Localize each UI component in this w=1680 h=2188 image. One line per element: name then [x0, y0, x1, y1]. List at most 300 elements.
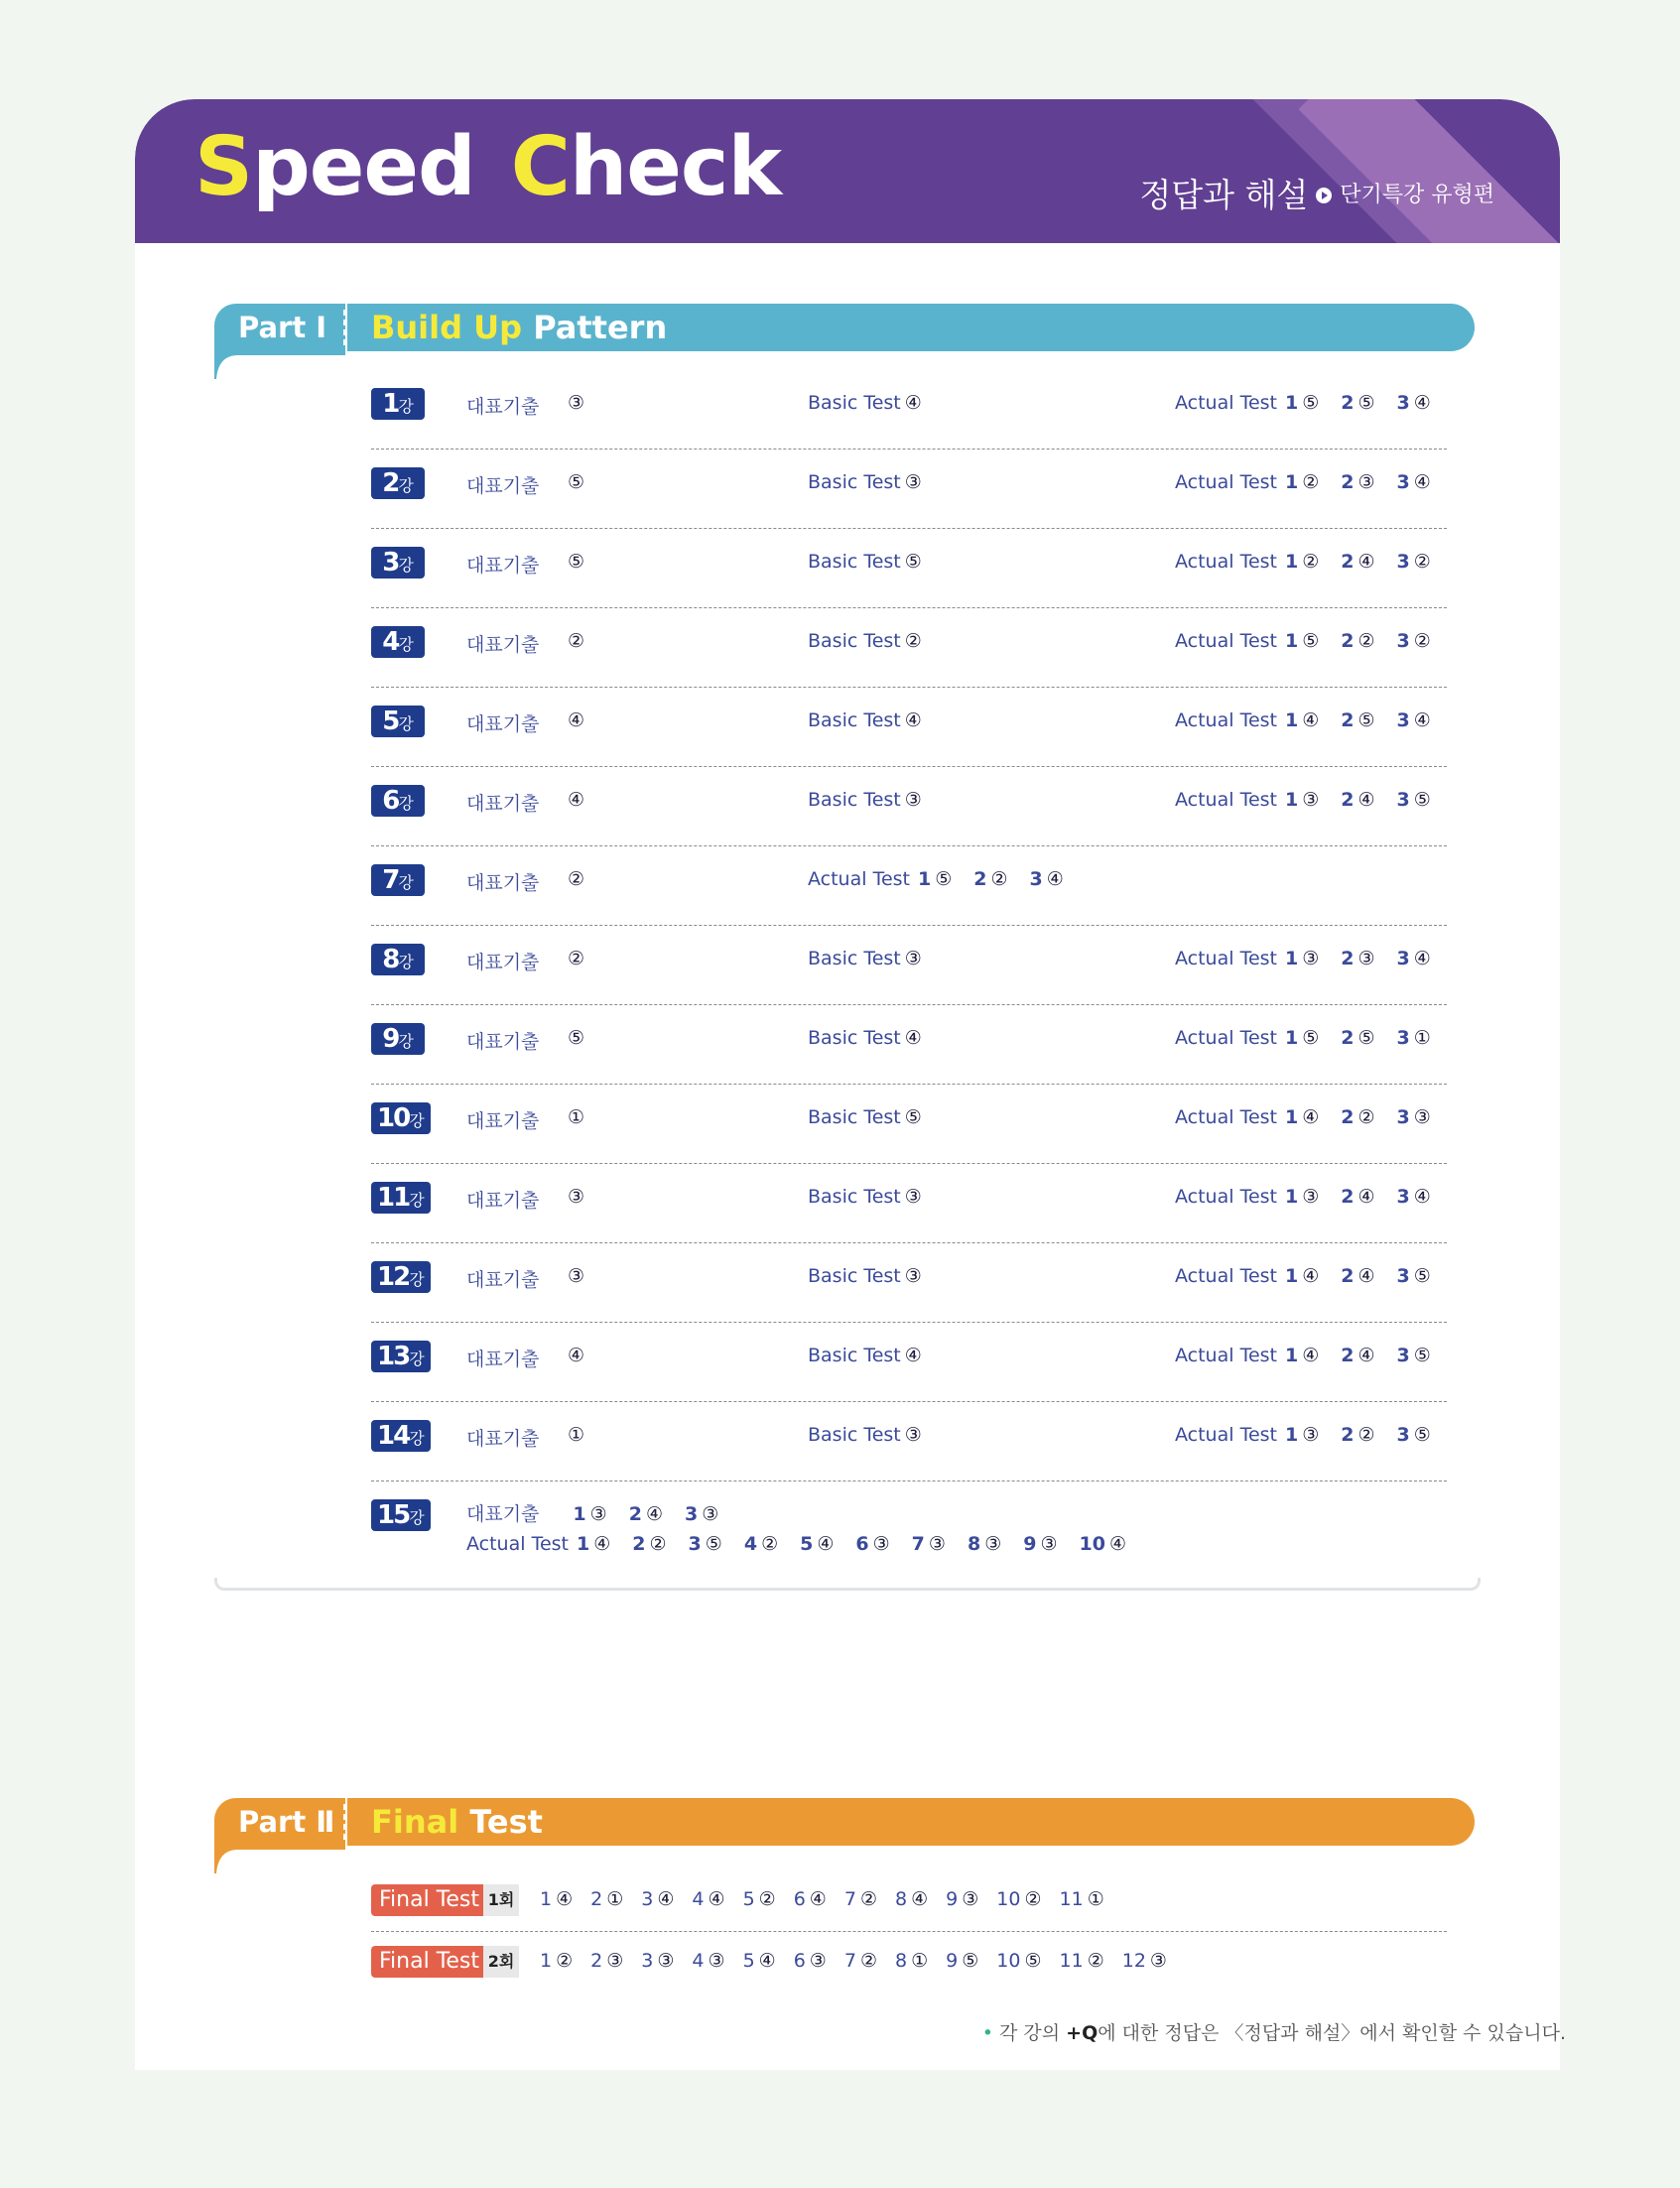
final-q-number: 3	[641, 1888, 654, 1910]
basic-answer: ④	[904, 1027, 922, 1049]
basic-label: Basic Test	[808, 471, 901, 493]
actual-q-number: 2	[973, 868, 987, 890]
final-q-number: 6	[793, 1888, 806, 1910]
actual-q-number: 4	[743, 1533, 758, 1555]
rep-label: 대표기출	[466, 1190, 540, 1212]
final-answer: ④	[809, 1888, 827, 1910]
actual-answer: ①	[1413, 1027, 1431, 1049]
basic-answer: ③	[904, 1424, 922, 1446]
actual-answer: ⑤	[1413, 1345, 1431, 1366]
actual-label: Actual Test	[1175, 1345, 1277, 1366]
rep-answer: ③	[568, 392, 585, 414]
part1-tab: Part Ⅰ	[214, 304, 345, 351]
final-q-number: 4	[692, 1888, 705, 1910]
actual-q-number: 3	[1396, 1345, 1410, 1366]
final-q-number: 3	[641, 1950, 654, 1972]
final-q-number: 7	[843, 1950, 856, 1972]
actual-q-number: 3	[688, 1533, 702, 1555]
final-q-number: 9	[946, 1888, 959, 1910]
final-q-number: 1	[540, 1950, 553, 1972]
rep-q-number: 2	[628, 1503, 642, 1525]
rep-label: 대표기출	[466, 1428, 540, 1450]
actual-q-number: 2	[1341, 789, 1355, 811]
actual-line	[466, 1533, 1126, 1555]
lesson-kang: 강	[398, 476, 414, 495]
rep-label: 대표기출	[466, 1349, 540, 1370]
final-q-number: 10	[996, 1888, 1021, 1910]
actual-label: Actual Test	[1175, 551, 1277, 573]
final-answer: ②	[1087, 1950, 1104, 1972]
actual-answer: ④	[1302, 1265, 1320, 1287]
lesson-number: 1	[382, 389, 399, 419]
actual-q-number: 2	[1341, 1027, 1355, 1049]
actual-answer: ⑤	[1302, 630, 1320, 652]
lesson-badge	[371, 388, 425, 420]
final-q-number: 2	[590, 1950, 603, 1972]
lesson-badge	[371, 706, 425, 737]
final-test-round: 1회	[483, 1884, 519, 1916]
actual-q-number: 6	[855, 1533, 869, 1555]
actual-answer: ②	[1302, 551, 1320, 573]
lesson-kang: 강	[409, 1508, 425, 1527]
lesson-row	[371, 529, 1447, 608]
actual-q-number: 3	[1396, 789, 1410, 811]
actual-answer: ④	[1357, 1345, 1375, 1366]
actual-q-number: 1	[1284, 1027, 1299, 1049]
basic-answer: ④	[904, 1345, 922, 1366]
actual-q-number: 2	[1341, 1265, 1355, 1287]
actual-answer: ⑤	[1302, 1027, 1320, 1049]
basic-test	[808, 1265, 922, 1287]
header-subtitle	[1139, 176, 1494, 214]
basic-test	[808, 392, 922, 414]
actual-q-number: 8	[967, 1533, 981, 1555]
actual-q-number: 2	[632, 1533, 646, 1555]
lesson-row	[371, 1085, 1447, 1164]
lesson-number: 9	[382, 1024, 399, 1054]
lesson-row	[371, 450, 1447, 529]
final-answer: ④	[556, 1888, 574, 1910]
final-q-number: 8	[894, 1888, 908, 1910]
actual-answer: ②	[990, 868, 1008, 890]
rep-label: 대표기출	[466, 396, 540, 418]
actual-q-number: 1	[576, 1533, 590, 1555]
basic-test	[808, 709, 922, 731]
actual-q-number: 5	[800, 1533, 814, 1555]
final-q-number: 10	[996, 1950, 1021, 1972]
actual-answer: ⑤	[1413, 789, 1431, 811]
actual-q-number: 3	[1396, 709, 1410, 731]
actual-test	[1175, 1265, 1431, 1287]
actual-answer: ⑤	[1302, 392, 1320, 414]
lesson-row	[371, 1243, 1447, 1323]
basic-answer: ③	[904, 1265, 922, 1287]
speed-check-logo	[194, 120, 782, 214]
actual-q-number: 2	[1341, 392, 1355, 414]
actual-q-number: 1	[1284, 392, 1299, 414]
actual-q-number: 1	[1284, 1345, 1299, 1366]
actual-answer: ⑤	[1413, 1265, 1431, 1287]
basic-test	[808, 1027, 922, 1049]
actual-q-number: 1	[1284, 1424, 1299, 1446]
final-answers	[540, 1888, 1104, 1910]
actual-label: Actual Test	[808, 868, 910, 890]
actual-q-number: 1	[1284, 789, 1299, 811]
actual-q-number: 3	[1396, 630, 1410, 652]
lesson-badge	[371, 547, 425, 579]
actual-answer: ⑤	[1357, 709, 1375, 731]
actual-q-number: 2	[1341, 630, 1355, 652]
actual-answer: ④	[1046, 868, 1064, 890]
lesson-kang: 강	[409, 1111, 425, 1130]
bullet-icon: •	[981, 2022, 993, 2044]
basic-test	[808, 789, 922, 811]
logo-rest: peed	[252, 120, 475, 214]
footnote-q: +Q	[1066, 2022, 1098, 2044]
actual-q-number: 1	[1284, 1186, 1299, 1208]
actual-test	[1175, 709, 1431, 731]
part2-title-highlight: Final	[371, 1803, 459, 1841]
lesson-badge	[371, 1023, 425, 1055]
part2-tab-curve	[214, 1846, 345, 1873]
actual-answer: ②	[1357, 1424, 1375, 1446]
actual-q-number: 2	[1341, 948, 1355, 969]
lesson-kang: 강	[398, 714, 414, 733]
actual-answer: ③	[1357, 948, 1375, 969]
final-answer: ①	[606, 1888, 624, 1910]
actual-q-number: 2	[1341, 1186, 1355, 1208]
final-q-number: 6	[793, 1950, 806, 1972]
basic-label: Basic Test	[808, 1106, 901, 1128]
part2-title	[347, 1798, 1475, 1846]
final-answer: ②	[859, 1950, 877, 1972]
subtitle-sub: 단기특강 유형편	[1340, 182, 1494, 207]
basic-answer: ④	[904, 709, 922, 731]
actual-label: Actual Test	[466, 1533, 569, 1555]
rep-label: 대표기출	[466, 793, 540, 815]
basic-answer: ③	[904, 948, 922, 969]
lesson-number: 2	[382, 468, 399, 498]
rep-label: 대표기출	[466, 475, 540, 497]
rep-label: 대표기출	[466, 555, 540, 577]
rep-answer: ④	[568, 1345, 585, 1366]
final-answers	[540, 1950, 1167, 1972]
actual-q-number: 1	[1284, 1265, 1299, 1287]
final-q-number: 5	[742, 1888, 755, 1910]
actual-q-number: 3	[1396, 1027, 1410, 1049]
actual-label: Actual Test	[1175, 471, 1277, 493]
actual-q-number: 2	[1341, 1424, 1355, 1446]
rep-label: 대표기출	[466, 872, 540, 894]
actual-answer: ③	[872, 1533, 890, 1555]
actual-q-number: 2	[1341, 1106, 1355, 1128]
final-answer: ①	[1087, 1888, 1104, 1910]
lesson-row	[371, 608, 1447, 688]
actual-answer: ④	[593, 1533, 611, 1555]
lesson-row	[371, 846, 1447, 926]
actual-answer: ③	[1040, 1533, 1058, 1555]
lesson-kang: 강	[409, 1270, 425, 1289]
footnote-post: 에 대한 정답은 〈정답과 해설〉에서 확인할 수 있습니다.	[1098, 2022, 1566, 2044]
basic-label: Basic Test	[808, 1424, 901, 1446]
actual-test	[1175, 630, 1431, 652]
rep-q-number: 1	[573, 1503, 586, 1525]
rep-answer: ②	[568, 948, 585, 969]
rep-answer: ⑤	[568, 551, 585, 573]
actual-q-number: 2	[1341, 1345, 1355, 1366]
actual-q-number: 1	[1284, 709, 1299, 731]
actual-answer: ②	[1302, 471, 1320, 493]
actual-answer: ③	[1302, 1186, 1320, 1208]
final-answer: ③	[1149, 1950, 1167, 1972]
actual-answer: ⑤	[705, 1533, 722, 1555]
lesson-badge	[371, 1420, 431, 1452]
actual-q-number: 1	[1284, 630, 1299, 652]
basic-label: Basic Test	[808, 709, 901, 731]
actual-test	[1175, 1345, 1431, 1366]
lesson-badge	[371, 864, 425, 896]
final-answer: ②	[859, 1888, 877, 1910]
basic-label: Basic Test	[808, 392, 901, 414]
basic-answer: ②	[904, 630, 922, 652]
basic-label: Basic Test	[808, 789, 901, 811]
actual-answer: ③	[1302, 948, 1320, 969]
final-q-number: 1	[540, 1888, 553, 1910]
final-q-number: 12	[1121, 1950, 1146, 1972]
actual-answer: ④	[1413, 709, 1431, 731]
lesson-badge	[371, 1261, 431, 1293]
part-separator	[343, 1804, 346, 1840]
header-banner	[135, 99, 1560, 243]
rep-q-number: 3	[684, 1503, 699, 1525]
actual-answer: ⑤	[1413, 1424, 1431, 1446]
lesson-number: 3	[382, 548, 399, 578]
rep-answer: ②	[568, 630, 585, 652]
actual-q-number: 9	[1023, 1533, 1037, 1555]
actual-q-number: 1	[1284, 1106, 1299, 1128]
rep-answer: ③	[702, 1503, 719, 1525]
lesson-row	[371, 1481, 1447, 1577]
part2-rows	[371, 1870, 1447, 1993]
part2-title-rest: Test	[469, 1803, 543, 1841]
final-answer: ③	[657, 1950, 675, 1972]
lesson-row	[371, 926, 1447, 1005]
actual-answer: ③	[1302, 1424, 1320, 1446]
basic-label: Basic Test	[808, 630, 901, 652]
subtitle-main: 정답과 해설	[1139, 176, 1309, 214]
rep-answer: ④	[568, 709, 585, 731]
basic-test	[808, 471, 922, 493]
actual-test	[1175, 551, 1431, 573]
lesson-number: 10	[377, 1103, 410, 1133]
final-answer: ④	[758, 1950, 776, 1972]
final-test-badge: Final Test	[371, 1946, 487, 1978]
lesson-kang: 강	[398, 953, 414, 971]
actual-test	[1175, 1186, 1431, 1208]
basic-answer: ③	[904, 789, 922, 811]
lesson-row	[371, 1005, 1447, 1085]
lesson-kang: 강	[409, 1191, 425, 1210]
actual-answer: ④	[1357, 789, 1375, 811]
actual-label: Actual Test	[1175, 1265, 1277, 1287]
lesson-row	[371, 767, 1447, 846]
basic-label: Basic Test	[808, 1186, 901, 1208]
rep-label: 대표기출	[466, 634, 540, 656]
actual-q-number: 1	[917, 868, 932, 890]
actual-label: Actual Test	[1175, 1424, 1277, 1446]
lesson-number: 15	[377, 1500, 410, 1530]
final-q-number: 9	[946, 1950, 959, 1972]
actual-q-number: 10	[1079, 1533, 1105, 1555]
actual-q-number: 3	[1396, 471, 1410, 493]
final-test-row	[371, 1932, 1447, 1993]
footnote-pre: 각 강의	[999, 2022, 1061, 2044]
lesson-kang: 강	[398, 873, 414, 892]
basic-test	[808, 551, 922, 573]
actual-test	[1175, 471, 1431, 493]
lesson-number: 11	[377, 1183, 410, 1213]
basic-test	[808, 948, 922, 969]
actual-answer: ④	[1413, 948, 1431, 969]
actual-answer: ②	[1357, 630, 1375, 652]
lesson-badge	[371, 785, 425, 817]
logo-initial-c: C	[510, 120, 570, 214]
rep-answer: ③	[589, 1503, 607, 1525]
actual-q-number: 7	[911, 1533, 925, 1555]
rep-answer: ③	[568, 1186, 585, 1208]
final-answer: ①	[911, 1950, 929, 1972]
final-answer: ⑤	[962, 1950, 979, 1972]
actual-label: Actual Test	[1175, 709, 1277, 731]
part1-title	[347, 304, 1475, 351]
rep-answer: ①	[568, 1424, 585, 1446]
actual-test	[1175, 948, 1431, 969]
basic-answer: ⑤	[904, 551, 922, 573]
final-answer: ④	[708, 1888, 725, 1910]
actual-answer: ④	[1302, 709, 1320, 731]
final-q-number: 5	[742, 1950, 755, 1972]
actual-test	[1175, 1106, 1431, 1128]
rep-label: 대표기출	[466, 1269, 540, 1291]
actual-answer: ④	[1357, 1186, 1375, 1208]
final-q-number: 7	[843, 1888, 856, 1910]
basic-answer: ③	[904, 1186, 922, 1208]
rep-answer: ⑤	[568, 1027, 585, 1049]
actual-q-number: 3	[1396, 392, 1410, 414]
play-icon	[1316, 188, 1332, 203]
final-answer: ②	[1024, 1888, 1042, 1910]
actual-answer: ③	[984, 1533, 1002, 1555]
lesson-row	[371, 688, 1447, 767]
basic-label: Basic Test	[808, 1027, 901, 1049]
basic-answer: ④	[904, 392, 922, 414]
lesson-number: 7	[382, 865, 399, 895]
lesson-number: 5	[382, 707, 399, 736]
lesson-row	[371, 1164, 1447, 1243]
lesson-number: 8	[382, 945, 399, 974]
actual-q-number: 1	[1284, 471, 1299, 493]
actual-label: Actual Test	[1175, 1027, 1277, 1049]
rep-label: 대표기출	[466, 713, 540, 735]
lesson-badge	[371, 1182, 431, 1214]
final-answer: ③	[708, 1950, 725, 1972]
actual-answer: ⑤	[1357, 1027, 1375, 1049]
lesson-badge	[371, 1341, 431, 1372]
actual-test	[1175, 392, 1431, 414]
rep-label: 대표기출	[466, 1503, 540, 1525]
part-separator	[343, 310, 346, 345]
actual-answer: ④	[1357, 551, 1375, 573]
final-answer: ③	[606, 1950, 624, 1972]
basic-answer: ③	[904, 471, 922, 493]
actual-answer: ④	[1302, 1106, 1320, 1128]
lesson-kang: 강	[398, 635, 414, 654]
actual-test	[808, 868, 1064, 890]
lesson-kang: 강	[398, 397, 414, 416]
actual-label: Actual Test	[1175, 948, 1277, 969]
final-q-number: 4	[692, 1950, 705, 1972]
actual-test	[1175, 1424, 1431, 1446]
part1-tab-curve	[214, 351, 345, 379]
actual-answer: ②	[761, 1533, 779, 1555]
part1-title-highlight: Build Up	[371, 309, 523, 346]
actual-q-number: 2	[1341, 551, 1355, 573]
basic-test	[808, 1186, 922, 1208]
final-answer: ②	[758, 1888, 776, 1910]
logo-rest: heck	[569, 120, 782, 214]
lesson-kang: 강	[409, 1350, 425, 1368]
lesson-badge	[371, 1102, 431, 1134]
rep-answer: ④	[568, 789, 585, 811]
actual-q-number: 2	[1341, 471, 1355, 493]
actual-test	[1175, 1027, 1431, 1049]
lesson-row	[371, 1402, 1447, 1481]
final-q-number: 2	[590, 1888, 603, 1910]
rep-line	[466, 1499, 718, 1526]
actual-answer: ④	[1302, 1345, 1320, 1366]
rep-answer: ①	[568, 1106, 585, 1128]
lesson-number: 4	[382, 627, 399, 657]
actual-answer: ④	[1413, 392, 1431, 414]
lesson-number: 12	[377, 1262, 410, 1292]
actual-q-number: 3	[1396, 1424, 1410, 1446]
lesson-number: 13	[377, 1342, 410, 1371]
final-answer: ④	[657, 1888, 675, 1910]
lesson-badge	[371, 944, 425, 975]
basic-test	[808, 1106, 922, 1128]
actual-answer: ④	[1413, 471, 1431, 493]
lesson-badge	[371, 626, 425, 658]
actual-q-number: 3	[1396, 1186, 1410, 1208]
final-test-badge: Final Test	[371, 1884, 487, 1916]
actual-label: Actual Test	[1175, 630, 1277, 652]
final-answer: ③	[809, 1950, 827, 1972]
final-q-number: 11	[1059, 1950, 1084, 1972]
actual-q-number: 2	[1341, 709, 1355, 731]
actual-q-number: 1	[1284, 948, 1299, 969]
rep-answer: ④	[645, 1503, 663, 1525]
actual-q-number: 3	[1396, 948, 1410, 969]
part1-rows	[371, 370, 1447, 1577]
lesson-row	[371, 370, 1447, 450]
lesson-number: 14	[377, 1421, 410, 1451]
actual-answer: ②	[1357, 1106, 1375, 1128]
final-answer: ②	[556, 1950, 574, 1972]
rep-answer: ③	[568, 1265, 585, 1287]
actual-label: Actual Test	[1175, 789, 1277, 811]
actual-label: Actual Test	[1175, 1106, 1277, 1128]
basic-label: Basic Test	[808, 551, 901, 573]
